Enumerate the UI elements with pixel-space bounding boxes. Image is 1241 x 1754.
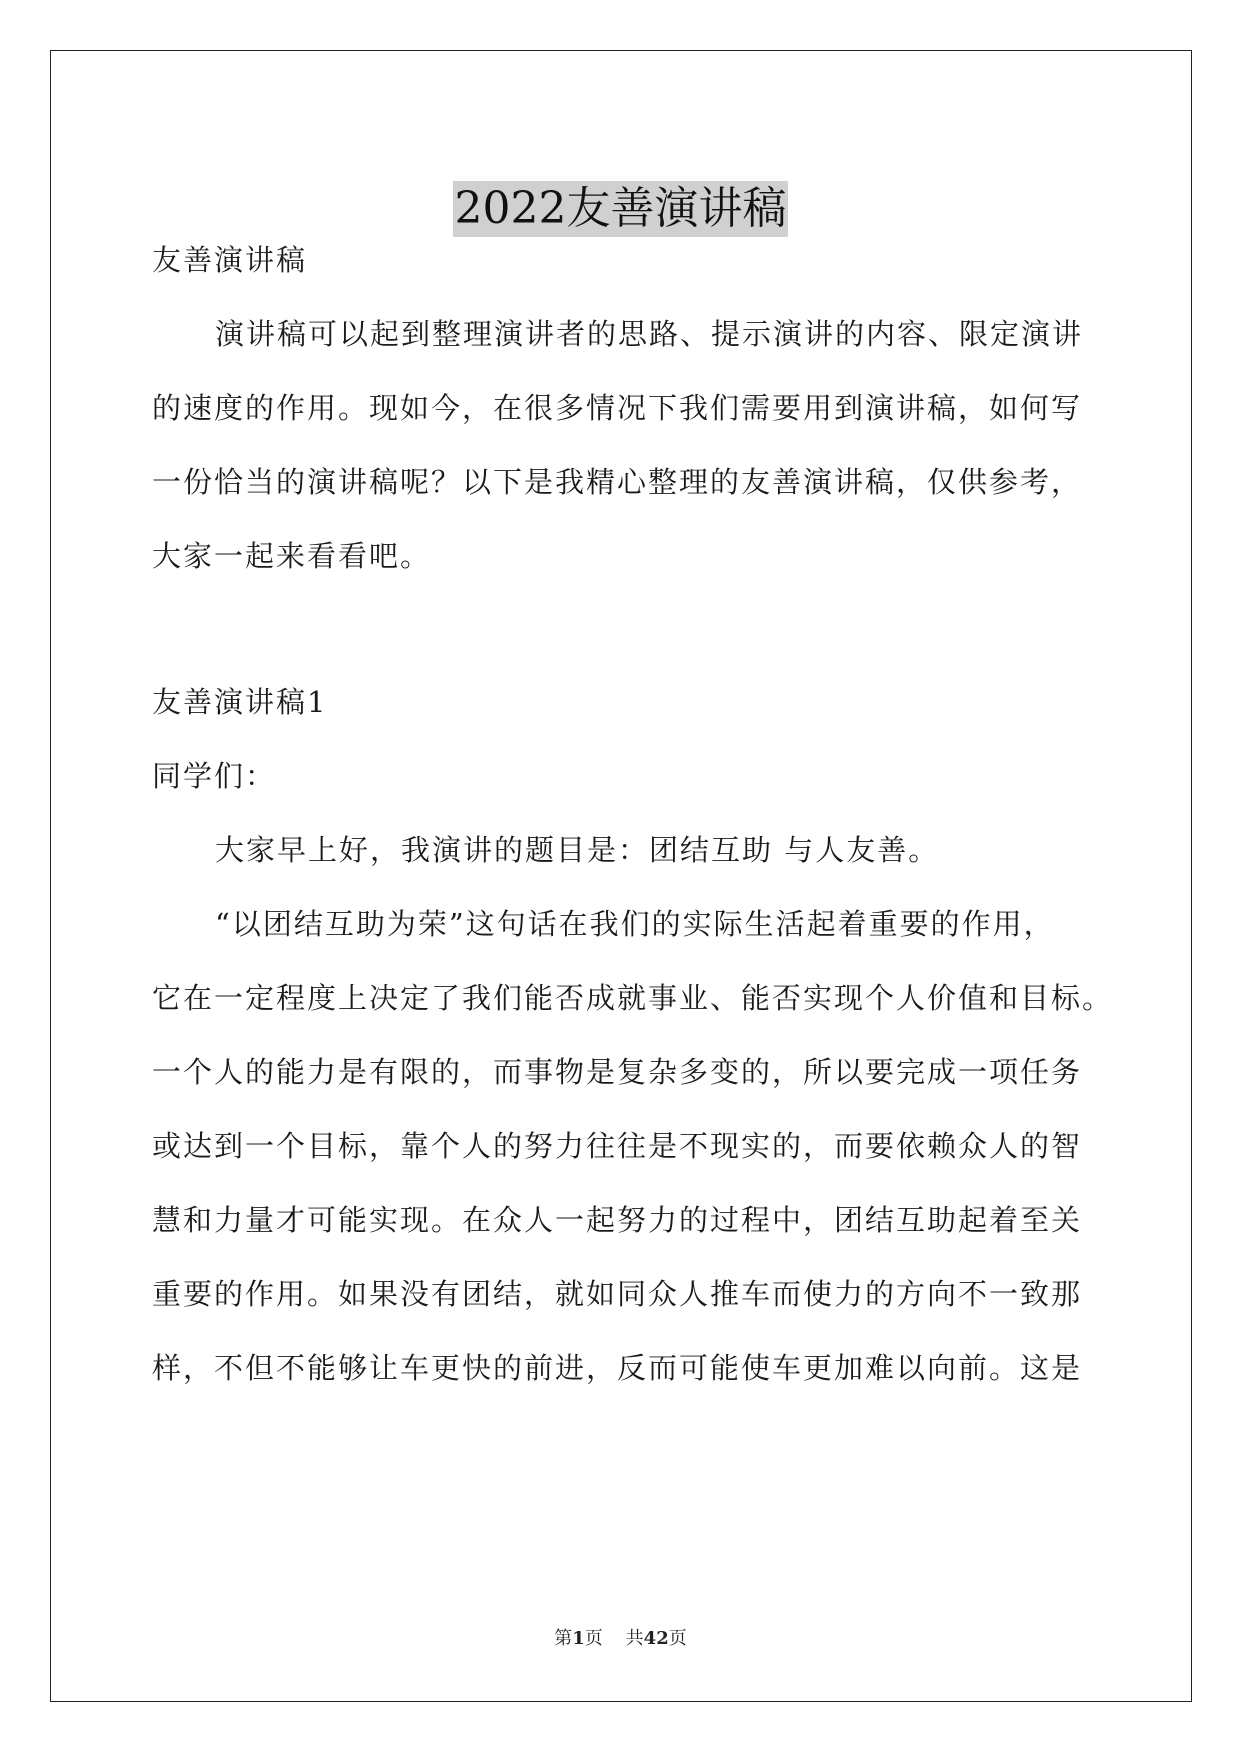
body-line-6: 重要的作用。如果没有团结，就如同众人推车而使力的方向不一致那 bbox=[152, 1277, 1083, 1311]
footer-page-number: 1 bbox=[572, 1628, 585, 1649]
document-subtitle: 友善演讲稿 bbox=[152, 243, 308, 277]
body-line-7: 样，不但不能够让车更快的前进，反而可能使车更加难以向前。这是 bbox=[152, 1351, 1083, 1385]
body-line-1: “以团结互助为荣”这句话在我们的实际生活起着重要的作用， bbox=[215, 907, 1055, 941]
intro-line-3: 一份恰当的演讲稿呢？以下是我精心整理的友善演讲稿，仅供参考， bbox=[152, 465, 1083, 499]
body-line-3: 一个人的能力是有限的，而事物是复杂多变的，所以要完成一项任务 bbox=[152, 1055, 1083, 1089]
page-border bbox=[50, 50, 1192, 1702]
body-line-2: 它在一定程度上决定了我们能否成就事业、能否实现个人价值和目标。 bbox=[152, 981, 1114, 1015]
body-line-5: 慧和力量才可能实现。在众人一起努力的过程中，团结互助起着至关 bbox=[152, 1203, 1083, 1237]
section-heading: 友善演讲稿1 bbox=[152, 685, 328, 719]
document-title: 2022友善演讲稿 bbox=[453, 181, 789, 237]
intro-line-1: 演讲稿可以起到整理演讲者的思路、提示演讲的内容、限定演讲 bbox=[215, 317, 1084, 351]
footer-total-suffix: 页 bbox=[668, 1628, 687, 1649]
body-line-4: 或达到一个目标，靠个人的努力往往是不现实的，而要依赖众人的智 bbox=[152, 1129, 1083, 1163]
footer-page-suffix: 页 bbox=[584, 1628, 603, 1649]
greeting-line: 大家早上好，我演讲的题目是：团结互助 与人友善。 bbox=[215, 833, 940, 867]
page-footer bbox=[0, 1628, 1241, 1650]
footer-total-prefix: 共 bbox=[625, 1628, 644, 1649]
intro-line-4: 大家一起来看看吧。 bbox=[152, 539, 432, 573]
footer-total-pages: 42 bbox=[643, 1628, 669, 1649]
footer-page-prefix: 第 bbox=[554, 1628, 573, 1649]
salutation: 同学们： bbox=[152, 759, 277, 793]
intro-line-2: 的速度的作用。现如今，在很多情况下我们需要用到演讲稿，如何写 bbox=[152, 391, 1083, 425]
